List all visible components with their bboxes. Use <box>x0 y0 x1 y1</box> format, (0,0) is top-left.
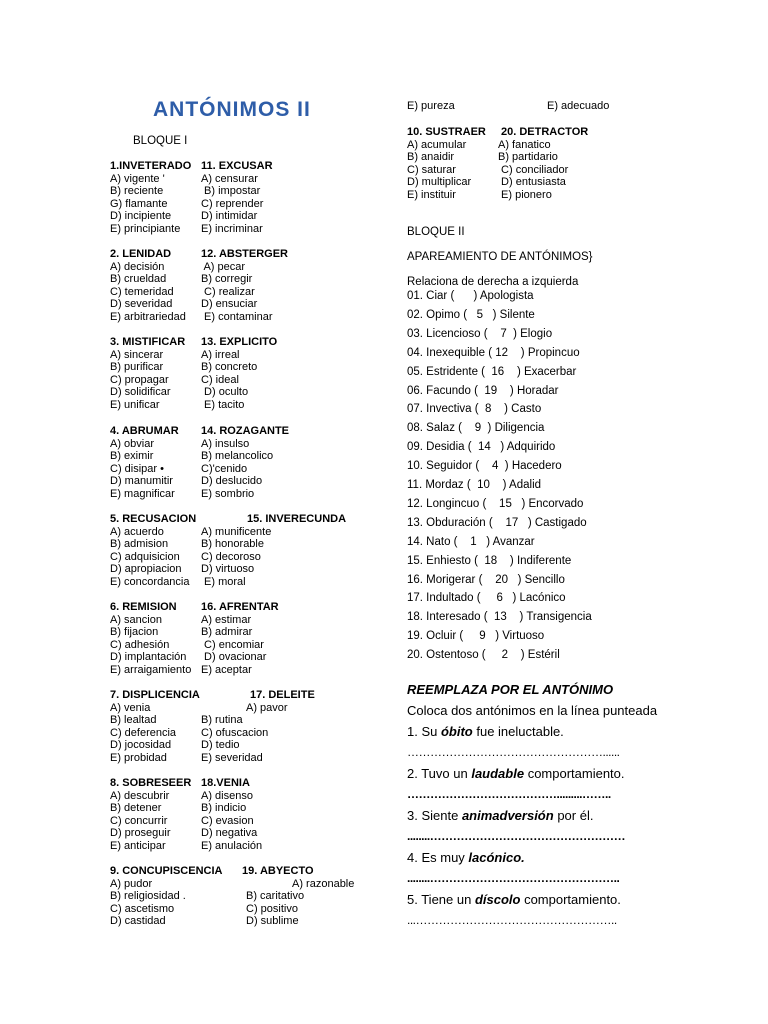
option-b: E) pionero <box>498 188 552 201</box>
option-a: C) concurrir <box>110 814 168 827</box>
option-a: E) magnificar <box>110 487 175 500</box>
option-a: C) adhesión <box>110 638 170 651</box>
reemplaza-instruction: Coloca dos antónimos en la línea punteada <box>407 703 658 718</box>
pureza-option: E) pureza <box>407 100 455 112</box>
group-heading <box>407 126 589 139</box>
option-b: A) estimar <box>201 613 252 626</box>
matching-item: 20. Ostentoso ( 2 ) Estéril <box>407 649 560 662</box>
option-a: G) flamante <box>110 197 168 210</box>
option-b: E) moral <box>201 575 246 588</box>
option-a: D) apropiacion <box>110 563 182 576</box>
answer-dotted-line: ……………………………………………...... <box>407 745 620 759</box>
question-heading-a: 6. REMISION <box>110 601 177 613</box>
option-b: A) pecar <box>201 260 246 273</box>
reemplaza-sentence <box>407 766 625 781</box>
option-b: D) intimidar <box>201 210 258 223</box>
option-b: D) oculto <box>201 386 249 399</box>
option-a: A) descubrir <box>110 789 170 802</box>
question-heading-b: 17. DELEITE <box>250 689 315 701</box>
matching-item: 18. Interesado ( 13 ) Transigencia <box>407 611 592 624</box>
option-a: D) incipiente <box>110 210 172 223</box>
sentence-prefix: 5. Tiene un <box>407 892 475 907</box>
sentence-suffix: comportamiento. <box>524 766 625 781</box>
matching-item: 17. Indultado ( 6 ) Lacónico <box>407 592 566 605</box>
option-b: D) negativa <box>201 827 258 840</box>
option-a: C) propagar <box>110 373 169 386</box>
adecuado-option: E) adecuado <box>547 100 610 112</box>
option-b: A) munificente <box>201 525 272 538</box>
page-title: ANTÓNIMOS II <box>153 98 311 121</box>
option-b: A) disenso <box>201 789 253 802</box>
answer-dotted-line: ........…………………………………………… <box>407 829 626 843</box>
option-b: E) aceptar <box>201 663 252 676</box>
option-b: D) deslucido <box>201 475 263 488</box>
sentence-prefix: 3. Siente <box>407 808 462 823</box>
option-a: E) arraigamiento <box>110 663 192 676</box>
option-b: C)'cenido <box>201 462 248 475</box>
option-b: E) severidad <box>201 751 263 764</box>
option-b: B) impostar <box>201 185 261 198</box>
option-a: E) arbitrariedad <box>110 310 186 323</box>
option-a: B) detener <box>110 802 162 815</box>
option-a: A) sincerar <box>110 348 164 361</box>
target-word: laudable <box>471 766 525 781</box>
option-a: C) disipar • <box>110 462 164 475</box>
option-b: A) razonable <box>292 877 355 890</box>
matching-item: 16. Morigerar ( 20 ) Sencillo <box>407 573 565 586</box>
option-b: E) tacito <box>201 398 245 411</box>
option-a: B) fijacion <box>110 626 159 639</box>
matching-item: 10. Seguidor ( 4 ) Hacedero <box>407 460 562 473</box>
question-heading-a: 8. SOBRESEER <box>110 777 192 789</box>
option-b: C) ideal <box>201 373 239 386</box>
option-a: B) crueldad <box>110 273 167 286</box>
relaciona-instruction: Relaciona de derecha a izquierda <box>407 276 579 288</box>
option-a: C) temeridad <box>110 285 174 298</box>
option-a: A) venia <box>110 701 151 714</box>
option-b: D) sublime <box>246 915 299 928</box>
option-b: B) concreto <box>201 361 258 374</box>
option-b: C) positivo <box>246 902 298 915</box>
matching-item: 01. Ciar ( ) Apologista <box>407 290 534 302</box>
option-b: B) melancolico <box>201 450 274 463</box>
option-a: E) unificar <box>110 398 160 411</box>
question-heading-b: 20. DETRACTOR <box>501 126 589 138</box>
question-heading-b: 19. ABYECTO <box>242 865 314 877</box>
option-b: D) ovacionar <box>201 651 267 664</box>
option-a: D) proseguir <box>110 827 171 840</box>
question-heading-b: 15. INVERECUNDA <box>247 513 347 525</box>
option-b: A) insulso <box>201 437 250 450</box>
option-b: B) admirar <box>201 626 253 639</box>
matching-item: 02. Opimo ( 5 ) Silente <box>407 308 535 321</box>
option-b: E) incriminar <box>201 222 263 235</box>
option-a: A) acuerdo <box>110 525 164 538</box>
question-heading-b: 18.VENIA <box>201 777 250 789</box>
option-a: E) principiante <box>110 222 181 235</box>
option-a: B) admision <box>110 538 169 551</box>
option-row <box>407 176 566 189</box>
matching-item: 03. Licencioso ( 7 ) Elogio <box>407 327 553 340</box>
option-a: D) severidad <box>110 298 173 311</box>
option-b: E) sombrio <box>201 487 255 500</box>
target-word: díscolo <box>474 892 521 907</box>
option-a: B) religiosidad . <box>110 890 186 903</box>
option-b: B) rutina <box>201 714 243 727</box>
option-a: A) decisión <box>110 260 165 273</box>
option-row <box>407 163 569 177</box>
target-word: óbito <box>440 724 473 739</box>
question-heading-a: 10. SUSTRAER <box>407 126 486 138</box>
option-b: B) corregir <box>201 273 253 286</box>
option-b: C) realizar <box>201 285 255 298</box>
question-heading-a: 7. DISPLICENCIA <box>110 689 200 701</box>
option-b: C) conciliador <box>498 163 569 176</box>
question-heading-a: 2. LENIDAD <box>110 248 172 260</box>
option-a: D) multiplicar <box>407 176 472 189</box>
matching-item: 07. Invectiva ( 8 ) Casto <box>407 403 542 416</box>
sentence-prefix: 4. Es muy <box>407 850 469 865</box>
sentence-prefix: 2. Tuvo un <box>407 766 472 781</box>
option-b: D) entusiasta <box>498 176 566 189</box>
apareamiento-heading: APAREAMIENTO DE ANTÓNIMOS} <box>407 251 593 263</box>
option-a: A) vigente ' <box>110 172 165 185</box>
reemplaza-sentence <box>407 892 621 907</box>
sentence-suffix: fue ineluctable. <box>472 724 564 739</box>
question-heading-b: 12. ABSTERGER <box>201 248 289 260</box>
option-row <box>407 138 551 152</box>
option-b: B) indicio <box>201 802 247 815</box>
option-b: B) caritativo <box>246 890 305 903</box>
option-b: A) fanatico <box>498 138 551 151</box>
target-word: lacónico. <box>468 850 525 865</box>
reemplaza-sentence <box>407 808 593 823</box>
option-a: B) reciente <box>110 185 164 198</box>
question-heading-b: 16. AFRENTAR <box>201 601 279 613</box>
option-b: C) reprender <box>201 197 264 210</box>
option-row <box>407 151 558 164</box>
option-b: B) honorable <box>201 538 264 551</box>
option-a: B) anaidir <box>407 151 455 164</box>
question-heading-b: 13. EXPLICITO <box>201 336 278 348</box>
reemplaza-sentence <box>407 850 525 865</box>
option-a: E) concordancia <box>110 575 190 588</box>
matching-item: 08. Salaz ( 9 ) Diligencia <box>407 422 545 435</box>
option-b: D) ensuciar <box>201 298 258 311</box>
question-heading-b: 11. EXCUSAR <box>201 160 273 172</box>
matching-item: 15. Enhiesto ( 18 ) Indiferente <box>407 554 572 567</box>
option-a: A) obviar <box>110 437 155 450</box>
reemplaza-sentence <box>407 724 564 739</box>
option-a: D) castidad <box>110 915 166 928</box>
option-b: E) anulación <box>201 839 263 852</box>
matching-item: 06. Facundo ( 19 ) Horadar <box>407 384 559 397</box>
option-a: B) eximir <box>110 450 154 463</box>
option-b: A) censurar <box>201 172 258 185</box>
answer-dotted-line: ........………………………………………….. <box>407 871 620 885</box>
option-b: C) evasion <box>201 814 254 827</box>
option-b: C) ofuscacion <box>201 726 269 739</box>
option-a: D) jocosidad <box>110 739 172 752</box>
option-a: A) pudor <box>110 877 153 890</box>
option-b: D) tedio <box>201 739 240 752</box>
option-row <box>407 188 552 202</box>
question-heading-b: 14. ROZAGANTE <box>201 425 290 437</box>
matching-item: 09. Desidia ( 14 ) Adquirido <box>407 441 556 454</box>
bloque-2-label: BLOQUE II <box>407 226 465 238</box>
option-b: A) irreal <box>201 348 240 361</box>
option-b: E) contaminar <box>201 310 273 323</box>
option-a: C) saturar <box>407 163 456 176</box>
question-heading-a: 9. CONCUPISCENCIA <box>110 865 223 877</box>
bloque-1-label: BLOQUE I <box>133 135 188 147</box>
option-b: C) decoroso <box>201 550 261 563</box>
option-a: C) adquisicion <box>110 550 180 563</box>
option-b: A) pavor <box>246 701 288 714</box>
question-heading-a: 5. RECUSACION <box>110 513 197 525</box>
option-a: B) lealtad <box>110 714 157 727</box>
option-a: C) deferencia <box>110 726 177 739</box>
option-a: A) sancion <box>110 613 162 626</box>
reemplaza-heading: REEMPLAZA POR EL ANTÓNIMO <box>407 682 614 697</box>
option-a: D) implantación <box>110 651 187 664</box>
question-heading-a: 3. MISTIFICAR <box>110 336 186 348</box>
sentence-suffix: comportamiento. <box>520 892 621 907</box>
matching-item: 12. Longincuo ( 15 ) Encorvado <box>407 497 584 510</box>
question-heading-a: 1.INVETERADO <box>110 160 192 172</box>
matching-item: 13. Obduración ( 17 ) Castigado <box>407 516 587 529</box>
option-a: B) purificar <box>110 361 164 374</box>
matching-item: 11. Mordaz ( 10 ) Adalid <box>407 479 542 491</box>
sentence-suffix: por él. <box>553 808 594 823</box>
question-heading-a: 4. ABRUMAR <box>110 425 179 437</box>
option-b: C) encomiar <box>201 638 264 651</box>
option-a: E) anticipar <box>110 839 166 852</box>
option-a: C) ascetismo <box>110 902 175 915</box>
sentence-prefix: 1. Su <box>407 724 441 739</box>
matching-item: 19. Ocluir ( 9 ) Virtuoso <box>407 630 545 643</box>
matching-item: 14. Nato ( 1 ) Avanzar <box>407 535 535 548</box>
answer-dotted-line: ...…………………………………………….. <box>407 913 617 927</box>
target-word: animadversión <box>461 808 554 823</box>
matching-item: 04. Inexequible ( 12 ) Propincuo <box>407 346 580 359</box>
option-a: A) acumular <box>407 138 467 151</box>
option-b: B) partidario <box>498 151 558 164</box>
option-b: D) virtuoso <box>201 563 255 576</box>
option-a: E) instituir <box>407 188 456 201</box>
matching-item: 05. Estridente ( 16 ) Exacerbar <box>407 365 577 378</box>
question-group-10-20 <box>407 126 589 202</box>
answer-dotted-line: ………………………………….........…….. <box>407 787 611 801</box>
option-a: D) manumitir <box>110 475 173 488</box>
option-a: E) probidad <box>110 751 167 764</box>
option-a: D) solidificar <box>110 386 171 399</box>
